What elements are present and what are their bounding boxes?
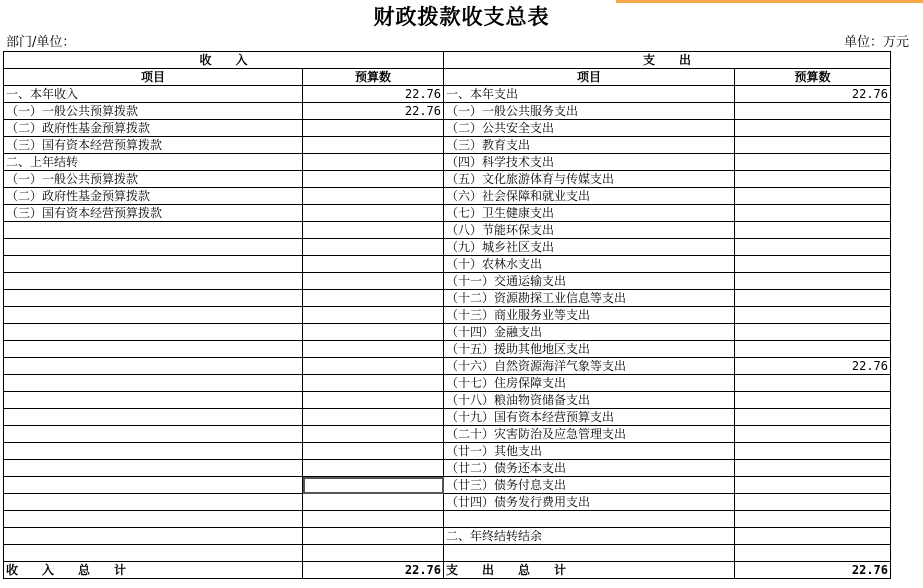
income-value-cell[interactable] <box>303 256 444 273</box>
expense-value-cell[interactable]: 22.76 <box>735 86 891 103</box>
expense-value-cell[interactable] <box>735 426 891 443</box>
expense-value-cell[interactable] <box>735 222 891 239</box>
income-value-cell[interactable] <box>303 511 444 528</box>
income-value-cell[interactable] <box>303 324 444 341</box>
income-item-cell[interactable] <box>4 290 303 307</box>
income-value-cell[interactable] <box>303 358 444 375</box>
income-item-header[interactable]: 项目 <box>4 69 303 86</box>
table-row <box>4 222 891 239</box>
income-value-cell[interactable] <box>303 460 444 477</box>
income-item-cell[interactable]: 二、上年结转 <box>4 154 303 171</box>
income-item-cell[interactable]: （一）一般公共预算拨款 <box>4 171 303 188</box>
income-item-cell[interactable] <box>4 256 303 273</box>
income-value-cell[interactable] <box>303 545 444 562</box>
income-value-cell[interactable] <box>303 188 444 205</box>
table-row <box>4 256 891 273</box>
expense-item-cell[interactable]: （廿一）其他支出 <box>444 443 735 460</box>
table-row <box>4 443 891 460</box>
expense-item-cell[interactable]: （廿四）债务发行费用支出 <box>444 494 735 511</box>
income-value-cell[interactable] <box>303 137 444 154</box>
expense-value-cell[interactable] <box>735 171 891 188</box>
table-row <box>4 86 891 103</box>
table-row <box>4 120 891 137</box>
expense-item-cell[interactable]: （廿三）债务付息支出 <box>444 477 735 494</box>
expense-value-cell[interactable] <box>735 375 891 392</box>
table-row <box>4 528 891 545</box>
income-item-cell[interactable] <box>4 545 303 562</box>
table-row <box>4 545 891 562</box>
expense-budget-header[interactable]: 预算数 <box>735 69 891 86</box>
expense-value-cell[interactable] <box>735 494 891 511</box>
expense-header[interactable]: 支 出 <box>444 52 891 69</box>
expense-item-cell[interactable]: （七）卫生健康支出 <box>444 205 735 222</box>
expense-value-cell[interactable] <box>735 511 891 528</box>
expense-value-cell[interactable] <box>735 341 891 358</box>
income-total-label[interactable]: 收 入 总 计 <box>4 562 303 579</box>
income-total-value[interactable]: 22.76 <box>303 562 444 579</box>
income-value-cell[interactable] <box>303 409 444 426</box>
table-row <box>4 205 891 222</box>
income-item-cell[interactable] <box>4 239 303 256</box>
expense-value-cell[interactable] <box>735 528 891 545</box>
expense-value-cell[interactable] <box>735 460 891 477</box>
expense-value-cell[interactable] <box>735 137 891 154</box>
income-item-cell[interactable]: 一、本年收入 <box>4 86 303 103</box>
expense-value-cell[interactable] <box>735 307 891 324</box>
table-row <box>4 460 891 477</box>
income-header[interactable]: 收 入 <box>4 52 444 69</box>
expense-value-cell[interactable] <box>735 256 891 273</box>
table-row <box>4 426 891 443</box>
income-value-cell[interactable] <box>303 205 444 222</box>
income-value-cell[interactable] <box>303 171 444 188</box>
income-item-cell[interactable] <box>4 358 303 375</box>
income-value-cell[interactable] <box>303 528 444 545</box>
table-row <box>4 154 891 171</box>
income-value-cell[interactable] <box>303 120 444 137</box>
table-row <box>4 239 891 256</box>
expense-item-cell[interactable]: （十四）金融支出 <box>444 324 735 341</box>
income-value-cell[interactable] <box>303 290 444 307</box>
page-title: 财政拨款收支总表 <box>373 5 550 29</box>
expense-value-cell[interactable] <box>735 409 891 426</box>
income-value-cell[interactable] <box>303 341 444 358</box>
table-row <box>4 188 891 205</box>
expense-item-cell[interactable]: （十三）商业服务业等支出 <box>444 307 735 324</box>
expense-item-cell[interactable]: 二、年终结转结余 <box>444 528 735 545</box>
income-item-cell[interactable] <box>4 443 303 460</box>
table-row <box>4 324 891 341</box>
income-value-cell[interactable] <box>303 222 444 239</box>
table-row <box>4 290 891 307</box>
income-value-cell[interactable]: 22.76 <box>303 86 444 103</box>
income-value-cell[interactable] <box>303 494 444 511</box>
expense-item-cell[interactable]: （三）教育支出 <box>444 137 735 154</box>
income-item-cell[interactable] <box>4 511 303 528</box>
table-row <box>4 494 891 511</box>
income-item-cell[interactable] <box>4 392 303 409</box>
expense-item-cell[interactable]: （十六）自然资源海洋气象等支出 <box>444 358 735 375</box>
expense-value-cell[interactable]: 22.76 <box>735 358 891 375</box>
income-item-cell[interactable] <box>4 494 303 511</box>
expense-value-cell[interactable] <box>735 324 891 341</box>
income-item-cell[interactable] <box>4 341 303 358</box>
income-item-cell[interactable] <box>4 307 303 324</box>
table-row <box>4 392 891 409</box>
income-value-cell[interactable] <box>303 239 444 256</box>
expense-value-cell[interactable] <box>735 205 891 222</box>
expense-value-cell[interactable] <box>735 392 891 409</box>
table-row <box>4 341 891 358</box>
expense-item-cell[interactable]: （四）科学技术支出 <box>444 154 735 171</box>
table-row <box>4 103 891 120</box>
expense-value-cell[interactable] <box>735 443 891 460</box>
income-value-cell[interactable] <box>303 375 444 392</box>
income-item-cell[interactable] <box>4 222 303 239</box>
expense-value-cell[interactable] <box>735 477 891 494</box>
expense-value-cell[interactable] <box>735 545 891 562</box>
income-value-cell[interactable] <box>303 154 444 171</box>
income-item-cell[interactable] <box>4 426 303 443</box>
income-item-cell[interactable] <box>4 324 303 341</box>
income-value-cell[interactable] <box>303 273 444 290</box>
income-item-cell[interactable] <box>4 273 303 290</box>
expense-item-cell[interactable]: （十五）援助其他地区支出 <box>444 341 735 358</box>
expense-value-cell[interactable] <box>735 273 891 290</box>
expense-value-cell[interactable] <box>735 120 891 137</box>
expense-item-cell[interactable]: （九）城乡社区支出 <box>444 239 735 256</box>
expense-total-value[interactable]: 22.76 <box>735 562 891 579</box>
expense-item-cell[interactable]: （十九）国有资本经营预算支出 <box>444 409 735 426</box>
income-item-cell[interactable] <box>4 409 303 426</box>
table-row <box>4 358 891 375</box>
expense-item-cell[interactable]: （八）节能环保支出 <box>444 222 735 239</box>
expense-value-cell[interactable] <box>735 103 891 120</box>
expense-item-cell[interactable]: （十七）住房保障支出 <box>444 375 735 392</box>
expense-item-header[interactable]: 项目 <box>444 69 735 86</box>
expense-item-cell[interactable]: （六）社会保障和就业支出 <box>444 188 735 205</box>
income-value-cell[interactable] <box>303 392 444 409</box>
table-row <box>4 171 891 188</box>
expense-item-cell[interactable]: （一）一般公共服务支出 <box>444 103 735 120</box>
expense-value-cell[interactable] <box>735 239 891 256</box>
income-value-cell[interactable] <box>303 307 444 324</box>
expense-item-cell[interactable]: （五）文化旅游体育与传媒支出 <box>444 171 735 188</box>
table-row <box>4 137 891 154</box>
income-value-cell[interactable]: 22.76 <box>303 103 444 120</box>
table-row <box>4 375 891 392</box>
income-value-cell[interactable] <box>303 426 444 443</box>
expense-item-cell[interactable]: （廿二）债务还本支出 <box>444 460 735 477</box>
expense-item-cell[interactable]: （十二）资源勘探工业信息等支出 <box>444 290 735 307</box>
expense-item-cell[interactable]: （二十）灾害防治及应急管理支出 <box>444 426 735 443</box>
income-item-cell[interactable] <box>4 375 303 392</box>
income-item-cell[interactable] <box>4 477 303 494</box>
expense-value-cell[interactable] <box>735 290 891 307</box>
unit-label: 单位：万元 <box>843 35 909 50</box>
table-row <box>4 307 891 324</box>
table-row <box>4 511 891 528</box>
income-item-cell[interactable]: （三）国有资本经营预算拨款 <box>4 205 303 222</box>
expense-item-cell[interactable] <box>444 545 735 562</box>
income-value-cell[interactable] <box>303 443 444 460</box>
table-row <box>4 273 891 290</box>
expense-item-cell[interactable]: （十）农林水支出 <box>444 256 735 273</box>
expense-item-cell[interactable]: （十八）粮油物资储备支出 <box>444 392 735 409</box>
income-item-cell[interactable]: （二）政府性基金预算拨款 <box>4 120 303 137</box>
income-budget-header[interactable]: 预算数 <box>303 69 444 86</box>
income-item-cell[interactable]: （三）国有资本经营预算拨款 <box>4 137 303 154</box>
income-item-cell[interactable]: （二）政府性基金预算拨款 <box>4 188 303 205</box>
expense-item-cell[interactable]: （十一）交通运输支出 <box>444 273 735 290</box>
income-item-cell[interactable] <box>4 528 303 545</box>
table-row <box>4 409 891 426</box>
expense-total-label[interactable]: 支 出 总 计 <box>444 562 735 579</box>
expense-item-cell[interactable] <box>444 511 735 528</box>
expense-item-cell[interactable]: 一、本年支出 <box>444 86 735 103</box>
budget-table <box>3 51 891 579</box>
expense-value-cell[interactable] <box>735 188 891 205</box>
income-value-cell[interactable] <box>303 477 444 494</box>
dept-label: 部门/单位： <box>6 35 76 50</box>
income-item-cell[interactable] <box>4 460 303 477</box>
expense-item-cell[interactable]: （二）公共安全支出 <box>444 120 735 137</box>
income-item-cell[interactable]: （一）一般公共预算拨款 <box>4 103 303 120</box>
expense-value-cell[interactable] <box>735 154 891 171</box>
table-row <box>4 477 891 494</box>
